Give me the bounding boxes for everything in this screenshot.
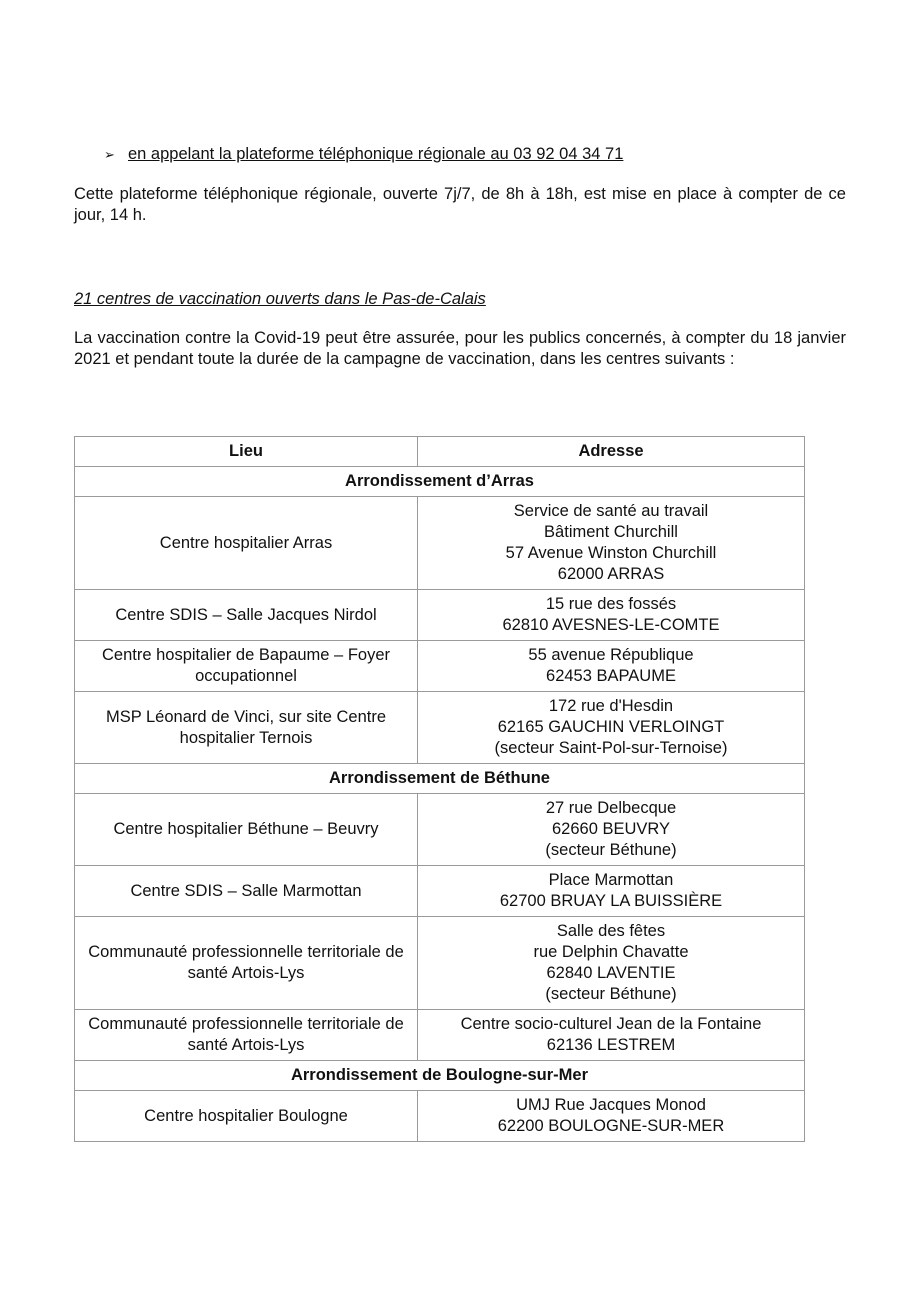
centre-adresse: [418, 794, 805, 866]
address-line: 62453 BAPAUME: [546, 667, 676, 685]
address-line: (secteur Saint-Pol-sur-Ternoise): [494, 739, 728, 757]
phone-platform-text: en appelant la plateforme téléphonique régionale au 03 92 04 34 71: [128, 145, 624, 163]
table-row: [75, 794, 805, 866]
address-line: Salle des fêtes: [556, 922, 666, 940]
section-heading: 21 centres de vaccination ouverts dans le Pas-de-Calais: [74, 290, 486, 308]
arrondissement-row: [75, 764, 805, 794]
address-line: Service de santé au travail: [513, 502, 709, 520]
column-header-lieu: Lieu: [75, 437, 418, 467]
address-line: Place Marmottan: [548, 871, 674, 889]
centre-lieu: Centre SDIS – Salle Marmottan: [75, 866, 418, 917]
table-row: [75, 1091, 805, 1142]
arrow-bullet-icon: ➢: [104, 147, 115, 162]
table-row: [75, 497, 805, 590]
vaccination-centres-table: [74, 436, 805, 1142]
section-paragraph: La vaccination contre la Covid-19 peut être assurée, pour les publics concernés, à compter du 18 janvier 2021 et pendant toute la durée de la campagne de vaccination, dans les centres suivants :: [74, 329, 846, 368]
centre-adresse: [418, 590, 805, 641]
address-line: 55 avenue République: [528, 646, 694, 664]
centre-lieu: Centre hospitalier Arras: [75, 497, 418, 590]
centre-adresse: [418, 692, 805, 764]
table-row: [75, 692, 805, 764]
address-line: 62810 AVESNES-LE-COMTE: [502, 616, 720, 634]
address-line: UMJ Rue Jacques Monod: [516, 1096, 706, 1114]
centre-adresse: [418, 917, 805, 1010]
address-line: 62165 GAUCHIN VERLOINGT: [497, 718, 725, 736]
centre-lieu: Centre SDIS – Salle Jacques Nirdol: [75, 590, 418, 641]
centre-adresse: [418, 641, 805, 692]
table-row: [75, 641, 805, 692]
address-line: 62660 BEUVRY: [551, 820, 671, 838]
arrondissement-label: Arrondissement d’Arras: [75, 467, 805, 497]
table-row: [75, 590, 805, 641]
centre-lieu: Communauté professionnelle territoriale de santé Artois-Lys: [75, 917, 418, 1010]
table-header-row: [75, 437, 805, 467]
column-header-adresse: Adresse: [418, 437, 805, 467]
table-body: [75, 467, 805, 1142]
centre-lieu: Centre hospitalier Boulogne: [75, 1091, 418, 1142]
centre-lieu: MSP Léonard de Vinci, sur site Centre hospitalier Ternois: [75, 692, 418, 764]
address-line: (secteur Béthune): [545, 841, 677, 859]
address-line: 172 rue d'Hesdin: [548, 697, 674, 715]
table-row: [75, 866, 805, 917]
arrondissement-label: Arrondissement de Boulogne-sur-Mer: [75, 1061, 805, 1091]
table-row: [75, 1010, 805, 1061]
arrondissement-label: Arrondissement de Béthune: [75, 764, 805, 794]
address-line: 15 rue des fossés: [545, 595, 677, 613]
address-line: Bâtiment Churchill: [544, 523, 678, 541]
table-row: [75, 917, 805, 1010]
centre-adresse: [418, 497, 805, 590]
address-line: 62840 LAVENTIE: [546, 964, 676, 982]
address-line: 57 Avenue Winston Churchill: [505, 544, 717, 562]
centre-lieu: Centre hospitalier Béthune – Beuvry: [75, 794, 418, 866]
address-line: 27 rue Delbecque: [545, 799, 677, 817]
address-line: 62136 LESTREM: [546, 1036, 676, 1054]
centre-adresse: [418, 866, 805, 917]
address-line: 62700 BRUAY LA BUISSIÈRE: [499, 892, 723, 910]
centre-lieu: Centre hospitalier de Bapaume – Foyer occupationnel: [75, 641, 418, 692]
centre-lieu: Communauté professionnelle territoriale de santé Artois-Lys: [75, 1010, 418, 1061]
arrondissement-row: [75, 467, 805, 497]
address-line: rue Delphin Chavatte: [533, 943, 689, 961]
address-line: (secteur Béthune): [545, 985, 677, 1003]
centre-adresse: [418, 1010, 805, 1061]
centre-adresse: [418, 1091, 805, 1142]
address-line: Centre socio-culturel Jean de la Fontaine: [460, 1015, 762, 1033]
address-line: 62000 ARRAS: [557, 565, 665, 583]
bullet-item: [104, 143, 623, 166]
address-line: 62200 BOULOGNE-SUR-MER: [497, 1117, 725, 1135]
intro-paragraph: Cette plateforme téléphonique régionale, ouverte 7j/7, de 8h à 18h, est mise en place à compter de ce jour, 14 h.: [74, 185, 846, 224]
arrondissement-row: [75, 1061, 805, 1091]
